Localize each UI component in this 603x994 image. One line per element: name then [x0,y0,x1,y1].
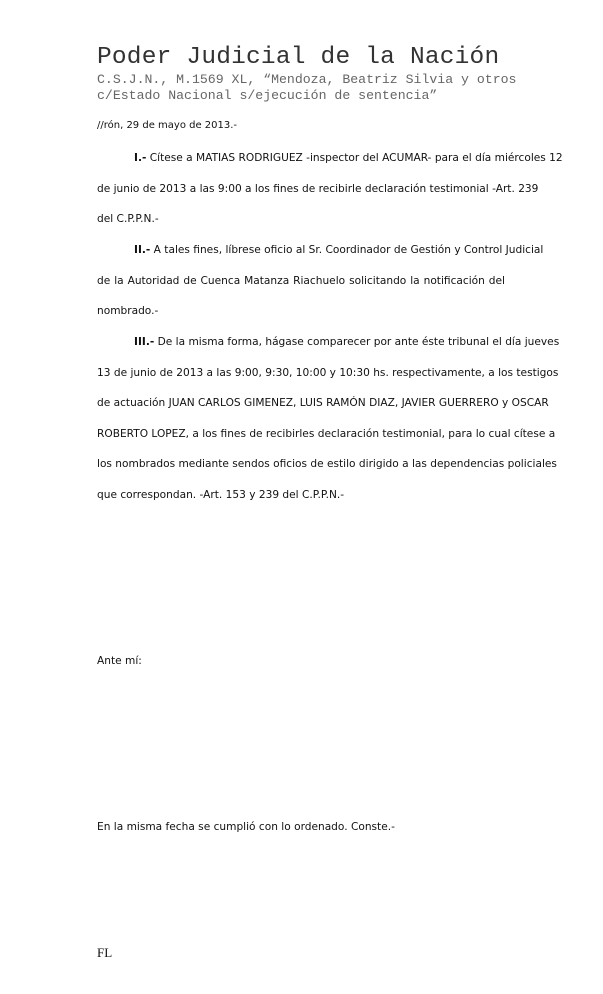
court-title: Poder Judicial de la Nación [97,44,500,71]
paragraph-text: ROBERTO LOPEZ, a los fines de recibirles declaración testimonial, para lo cual cítese a [97,427,556,440]
compliance-note: En la misma fecha se cumplió con lo ordenado. Conste.- [97,821,395,833]
paragraph-number: I.- [134,152,147,164]
ante-mi-label: Ante mí: [97,655,142,667]
paragraph-line [97,427,556,458]
paragraph-2 [97,243,544,335]
paragraph-3 [97,335,560,519]
paragraph-text: de junio de 2013 a las 9:00 a los fines de recibirle declaración testimonial -Art. 239 [97,182,539,195]
paragraph-text: A tales fines, líbrese oficio al Sr. Coordinador de Gestión y Control Judicial [150,244,544,256]
document-date: //rón, 29 de mayo de 2013.- [97,120,238,131]
paragraph-line [97,488,505,519]
paragraph-line [97,335,560,366]
paragraph-text: de la Autoridad de Cuenca Matanza Riachuelo solicitando la notificación del [97,274,505,287]
paragraph-line [97,182,539,213]
paragraph-text: que correspondan. -Art. 153 y 239 del C.P.P.N.- [97,488,345,501]
case-caption-line-1: C.S.J.N., M.1569 XL, “Mendoza, Beatriz Silvia y otros [97,72,517,87]
paragraph-line [97,274,505,305]
paragraph-text: De la misma forma, hágase comparecer por ante éste tribunal el día jueves [154,336,560,348]
paragraph-number: III.- [134,336,155,348]
paragraph-line [97,396,549,427]
initials: FL [97,945,113,960]
paragraph-text: de actuación JUAN CARLOS GIMENEZ, LUIS RAMÓN DIAZ, JAVIER GUERRERO y OSCAR [97,397,549,410]
paragraph-line [97,151,563,182]
paragraph-text: del C.P.P.N.- [97,213,159,226]
case-caption-line-2: c/Estado Nacional s/ejecución de sentencia” [97,88,438,103]
paragraph-line [97,457,557,488]
paragraph-line [97,243,544,274]
paragraph-text: los nombrados mediante sendos oficios de estilo dirigido a las dependencias policiales [97,458,557,471]
paragraph-text: 13 de junio de 2013 a las 9:00, 9:30, 10:00 y 10:30 hs. respectivamente, a los testigos [97,366,559,379]
paragraph-number: II.- [134,244,151,256]
paragraph-line [97,366,559,397]
paragraph-line [97,212,505,243]
paragraph-text: Cítese a MATIAS RODRIGUEZ -inspector del ACUMAR- para el día miércoles 12 [146,152,563,164]
paragraph-text: nombrado.- [97,305,159,318]
paragraph-1 [97,151,563,243]
paragraph-line [97,304,505,335]
